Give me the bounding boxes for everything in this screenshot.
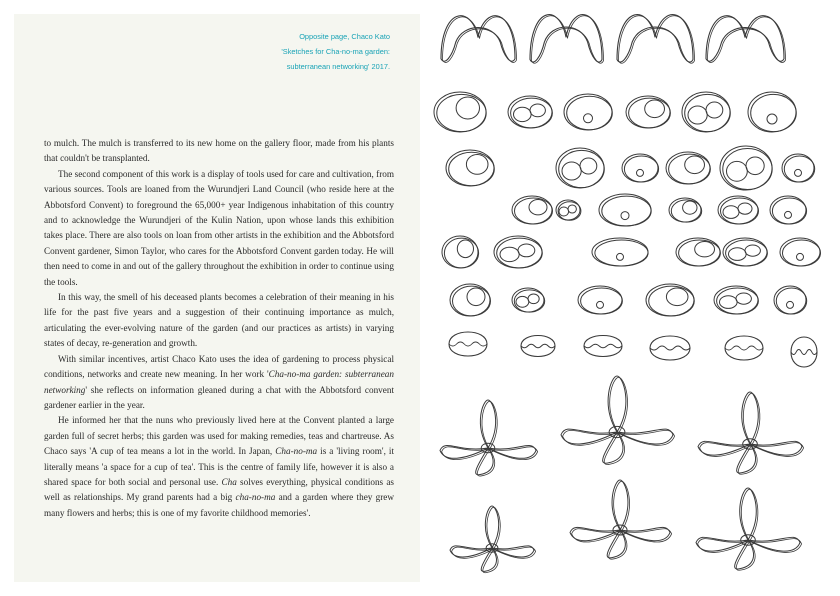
sketch-stroke <box>610 377 628 433</box>
sketch-stroke <box>518 244 535 257</box>
sketch-stroke <box>650 346 690 350</box>
sketch-stroke <box>580 158 597 174</box>
left-page <box>14 14 420 582</box>
sketch-stroke <box>480 400 495 448</box>
paragraph: The second component of this work is a display of tools used for care and cultivation, from various sources. Tools are loaned from the Wurundjeri Land Council (who reside here at the Abbotsford Convent) to foreground the 65,000+ year Indigenous inhabitation of this country and to acknowledge the Wurundjeri of the Kulin Nation, upon whose lands this exhibition takes place. There are also tools on loan from other artists in the exhibition and the Abbotsford Convent gardener, Simon Taylor, who cares for the Abbotsford Convent garden today. He will then need to come in and out of the gallery throughout the exhibition in order to continue using the tools. <box>44 168 394 287</box>
sketch-stroke <box>568 205 576 213</box>
sketch-stroke <box>521 344 555 348</box>
sketch-stroke <box>671 200 701 222</box>
sketch-stroke <box>746 157 764 175</box>
knot-loop-sketch <box>714 286 758 314</box>
sketch-stroke <box>666 288 688 306</box>
sketch-stroke <box>453 286 491 316</box>
sketch-stroke <box>449 332 487 356</box>
band-loop-sketch <box>584 336 622 357</box>
sketch-stroke <box>584 114 593 123</box>
italic-term: cha-no-ma <box>235 492 276 503</box>
sketch-stroke <box>696 537 748 551</box>
sketch-stroke <box>578 286 622 314</box>
sketch-stroke <box>592 238 648 266</box>
sketch-stroke <box>741 489 757 541</box>
paragraph: In this way, the smell of his deceased plants becomes a celebration of their meaning in his life for the past five years and a suggestion of their continuing importance as mulch, articulating the ever-evolving nature of the garden (and our practices as artists) in varying states of decay, re-generation and growth. <box>44 292 394 349</box>
text-run: ' she reflects on information gleaned during a chat with the Abbotsford convent gardener earlier in the year. <box>44 384 394 410</box>
sketch-stroke <box>751 94 797 131</box>
sketch-stroke <box>795 169 802 176</box>
knot-loop-sketch <box>442 236 479 268</box>
text-run: is a 'living room', it literally means 'a space for a cup of tea'. This is the centre of family life, however it is also a shared space for both social and personal use. <box>44 446 394 487</box>
sketch-stroke <box>485 506 498 548</box>
text-run: and a garden where they grew many flowers and herbs; this is one of my favorite childhood memories'. <box>44 492 395 518</box>
knot-sketches-illustration <box>420 0 840 596</box>
sketch-stroke <box>457 240 473 258</box>
sketch-stroke <box>727 161 748 181</box>
sketch-stroke <box>688 106 707 124</box>
sketch-stroke <box>449 342 487 346</box>
sketch-stroke <box>776 288 806 314</box>
band-loop-sketch <box>521 336 555 357</box>
text-run: He informed her that the nuns who previously lived here at the Convent planted a large garden full of secret herbs; this garden was used for making remedies, teas and chartreuse. As Chaco says 'A cup of tea means a lot in the world. In Japan, <box>44 415 394 457</box>
sketch-stroke <box>467 288 485 306</box>
sketch-stroke <box>650 336 690 360</box>
artwork-title: Cha-no-ma garden: subterranean networking <box>44 369 394 395</box>
sketch-stroke <box>785 211 792 218</box>
paragraph: to mulch. The mulch is transferred to its new home on the gallery floor, made from his plants that couldn't be transplanted. <box>44 138 394 164</box>
sketch-stroke <box>614 481 630 531</box>
arch-loop-sketch <box>617 15 695 64</box>
sketch-stroke <box>685 156 705 174</box>
knot-loop-sketch <box>512 288 545 312</box>
band-loop-sketch <box>650 336 690 360</box>
sketch-stroke <box>649 286 695 316</box>
sketch-stroke <box>564 94 612 130</box>
sketch-stroke <box>500 247 519 261</box>
caption-line: Opposite page, Chaco Kato <box>299 32 390 41</box>
sketch-stroke <box>629 98 671 128</box>
arch-loop-sketch <box>706 16 786 63</box>
knot-loop-sketch <box>718 196 759 224</box>
sketch-stroke <box>770 196 806 224</box>
sketch-stroke <box>528 294 539 304</box>
sketch-stroke <box>725 346 763 350</box>
tangled-knot-sketch <box>561 376 675 465</box>
sketch-stroke <box>706 102 723 118</box>
knot-loop-sketch <box>626 96 670 128</box>
sketch-stroke <box>738 203 752 214</box>
sketch-stroke <box>511 98 553 128</box>
sketch-stroke <box>624 156 658 182</box>
knot-loop-sketch <box>782 154 815 182</box>
right-page <box>420 0 840 596</box>
knot-loop-sketch <box>622 154 659 182</box>
knot-loop-sketch <box>450 284 491 316</box>
sketch-stroke <box>725 336 763 360</box>
sketch-stroke <box>595 240 648 266</box>
sketch-stroke <box>521 336 555 357</box>
sketch-stroke <box>440 445 488 458</box>
sketch-stroke <box>721 198 759 224</box>
text-run: With similar incentives, artist Chaco Kato uses the idea of gardening to process physical conditions, networks and create new meaning. In her work ' <box>44 353 394 380</box>
knot-loop-sketch <box>770 196 807 224</box>
sketch-stroke <box>530 104 545 117</box>
band-loop-sketch <box>449 332 487 356</box>
knot-loop-sketch <box>646 284 694 316</box>
sketch-stroke <box>562 162 581 180</box>
tangled-knot-sketch <box>450 506 536 573</box>
sketch-stroke <box>685 94 731 131</box>
knot-loop-sketch <box>508 96 552 128</box>
sketch-stroke <box>637 169 644 176</box>
caption-line: 'Sketches for Cha-no-ma garden: <box>281 47 390 56</box>
sketch-stroke <box>466 155 488 175</box>
knot-loop-sketch <box>780 238 821 266</box>
sketch-stroke <box>597 301 604 308</box>
sketch-stroke <box>570 527 620 540</box>
sketch-stroke <box>669 154 711 184</box>
knot-loop-sketch <box>748 92 796 132</box>
knot-loop-sketch <box>512 196 553 224</box>
sketch-stroke <box>780 238 820 266</box>
sketch-stroke <box>558 202 581 221</box>
tangled-knot-sketch <box>440 400 538 476</box>
sketch-stroke <box>736 293 751 304</box>
sketch-stroke <box>584 344 622 348</box>
sketch-stroke <box>679 240 721 266</box>
sketch-stroke <box>783 240 821 266</box>
band-loop-sketch <box>791 337 817 367</box>
sketch-stroke <box>767 114 777 124</box>
sketch-stroke <box>791 337 817 367</box>
arch-loop-sketch <box>441 16 517 63</box>
sketch-stroke <box>698 441 750 455</box>
image-caption <box>170 29 390 74</box>
knot-loop-sketch <box>446 150 494 186</box>
sketch-stroke <box>729 248 747 261</box>
sketch-stroke <box>791 350 817 355</box>
knot-loop-sketch <box>723 238 767 266</box>
sketch-stroke <box>784 156 814 182</box>
sketch-stroke <box>567 96 613 129</box>
tangled-knot-sketch <box>696 488 802 570</box>
sketch-stroke <box>599 194 651 226</box>
sketch-stroke <box>514 107 532 121</box>
knot-loop-sketch <box>494 236 542 268</box>
sketch-stroke <box>695 242 715 257</box>
sketch-stroke <box>621 212 629 220</box>
sketch-stroke <box>726 240 768 266</box>
tangled-knot-sketch <box>698 392 804 474</box>
knot-loop-sketch <box>676 238 720 266</box>
body-text <box>44 136 394 521</box>
paragraph <box>44 413 394 521</box>
knot-loop-sketch <box>720 146 772 190</box>
sketch-stroke <box>772 198 806 224</box>
sketch-stroke <box>683 201 697 214</box>
knot-loop-sketch <box>592 238 648 266</box>
sketch-stroke <box>602 196 651 226</box>
sketch-stroke <box>516 296 529 307</box>
sketch-stroke <box>782 154 814 182</box>
sketch-stroke <box>748 92 796 132</box>
sketch-stroke <box>449 152 495 185</box>
knot-loop-sketch <box>682 92 730 132</box>
knot-loop-sketch <box>666 152 710 184</box>
sketch-stroke <box>723 206 739 219</box>
sketch-stroke <box>584 336 622 357</box>
band-loop-sketch <box>725 336 763 360</box>
knot-loop-sketch <box>578 286 622 314</box>
knot-loop-sketch <box>564 94 612 130</box>
sketch-stroke <box>559 150 605 187</box>
sketch-stroke <box>581 288 623 314</box>
arch-loop-sketch <box>530 15 604 64</box>
sketch-stroke <box>645 100 665 118</box>
text-run: solves everything, physical conditions as well as relationships. My grand parents had a big <box>44 476 394 503</box>
sketch-stroke <box>622 154 658 182</box>
sketch-stroke <box>617 253 624 260</box>
paragraph <box>44 352 394 414</box>
knot-loop-sketch <box>669 198 702 222</box>
sketch-stroke <box>515 198 553 224</box>
sketch-stroke <box>559 207 569 216</box>
sketch-stroke <box>444 238 478 268</box>
sketch-stroke <box>720 296 738 309</box>
sketch-stroke <box>743 393 759 445</box>
knot-loop-sketch <box>556 148 604 188</box>
caption-line: subterranean networking' 2017. <box>286 62 390 71</box>
knot-loop-sketch <box>774 286 807 314</box>
knot-loop-sketch <box>599 194 651 226</box>
sketch-stroke <box>529 200 547 215</box>
sketch-stroke <box>456 97 479 119</box>
sketch-stroke <box>787 301 794 308</box>
sketch-stroke <box>561 429 617 444</box>
sketch-stroke <box>774 286 806 314</box>
sketch-stroke <box>482 401 497 449</box>
knot-loop-sketch <box>434 92 486 132</box>
sketch-stroke <box>745 245 760 256</box>
italic-term: Cha-no-ma <box>275 446 318 457</box>
tangled-knot-sketch <box>570 480 672 559</box>
sketch-stroke <box>797 253 804 260</box>
sketch-stroke <box>717 288 759 314</box>
sketch-stroke <box>514 290 544 312</box>
knot-loop-sketch <box>556 200 581 220</box>
italic-term: Cha <box>221 476 237 487</box>
